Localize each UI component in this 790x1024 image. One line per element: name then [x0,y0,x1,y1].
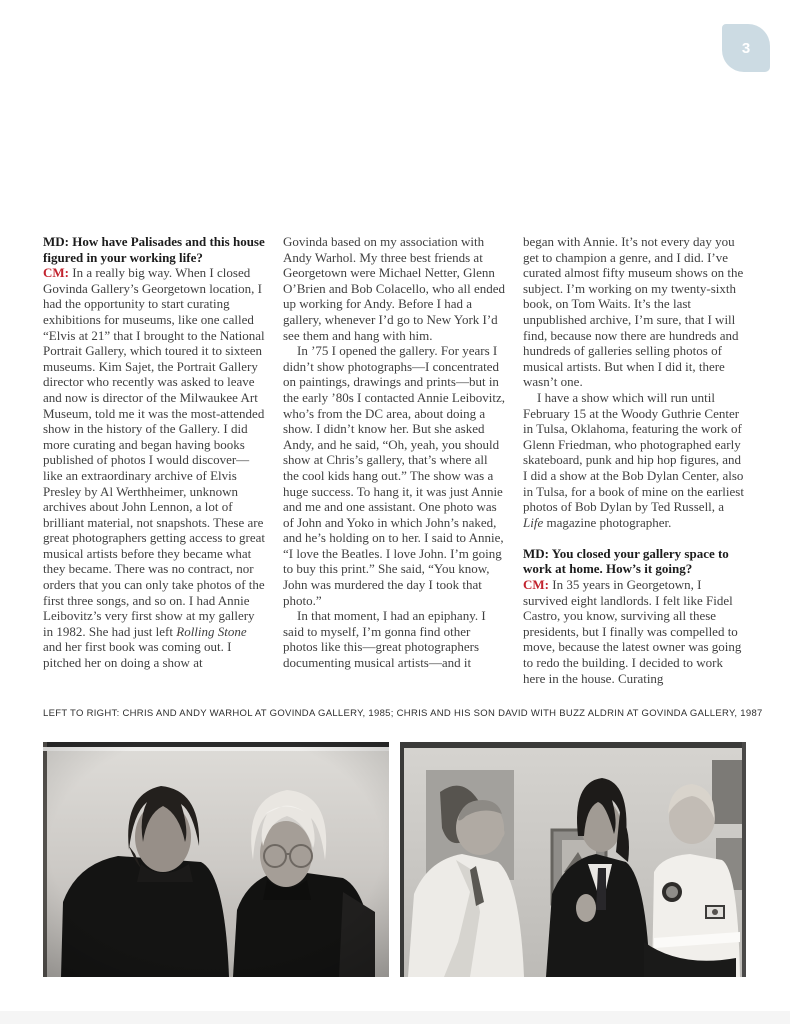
photo-buzz-aldrin-chris-david [400,742,746,977]
italic-publication-life: Life [523,514,544,530]
question-heading-2 [523,546,746,577]
body-paragraph: In that moment, I had an epiphany. I said to myself, I’m gonna find other photos like this—great photographers documenting musical artists—and it [283,608,486,671]
article-columns [43,234,746,696]
answer-text-cont: and her first book was coming out. I pitched her on doing a show at [43,639,232,671]
photo-row [43,742,746,977]
question-heading-1 [43,234,266,265]
footer-strip [0,1011,790,1024]
italic-publication-rolling-stone: Rolling Stone [176,623,247,639]
body-text: I have a show which will run until February 15 at the Woody Guthrie Center in Tulsa, Oklahoma, featuring the work of Glenn Friedman, who photographed early skateboard, punk and hip hop figures, and I did a show at the Bob Dylan Center, also in Tulsa, for a book of mine on the earliest photos of Bob Dylan by Ted Russell, a [523,389,744,515]
answer-paragraph-2 [523,577,746,686]
column-2 [283,234,506,696]
body-paragraph: In ’75 I opened the gallery. For years I didn’t show photographs—I concentrated on paintings, drawings and prints—but in the early ’80s I contacted Annie Leibovitz, who’s from the DC area, about doing a show. I didn’t know her. But she asked Andy, and he said, “Oh, yeah, you should show at Chris’s gallery, that’s where all the cool kids hang out.” The show was a huge success. To hang it, it was just Annie and me and one assistant. One photo was of John and Yoko in which John’s naked, and he’s holding on to her. I said to Annie, “I love the Beatles. I love John. I’m going to buy this print.” She said, “You know, John was murdered the day I took that photo.” [283,343,506,608]
photo-buzz-aldrin-illustration [400,742,746,977]
photo-chris-and-andy-warhol [43,742,389,977]
column-1 [43,234,266,696]
photo-caption: LEFT TO RIGHT: CHRIS AND ANDY WARHOL AT GOVINDA GALLERY, 1985; CHRIS AND HIS SON DAVID WITH BUZZ ALDRIN AT GOVINDA GALLERY, 1987 [43,708,763,719]
answer-paragraph-1 [43,265,266,670]
body-paragraph [523,390,746,530]
speaker-label-cm: CM: [43,265,69,281]
question-text: MD: You closed your gallery space to work at home. How’s it going? [523,545,729,577]
page-number: 3 [741,39,751,57]
answer-text: In 35 years in Georgetown, I survived eight landlords. I felt like Fidel Castro, you know, surviving all these presidents, but I finally was compelled to move, because the latest owner was going to redo the building. I decided to work here in the house. Curating [523,577,742,686]
photo-chris-warhol-illustration [43,742,389,977]
body-text-cont: magazine photographer. [543,514,672,530]
body-paragraph: began with Annie. It’s not every day you get to champion a genre, and I did. I’ve curated almost fifty museum shows on the subject. I’m working on my twenty-sixth book, on Tom Waits. It’s the last unpublished archive, I’m sure, that I will find, because now there are hundreds and hundreds of galleries selling photos of musical artists. But when I did it, there wasn’t one. [523,234,744,390]
speaker-label-cm: CM: [523,577,549,593]
body-paragraph: Govinda based on my association with Andy Warhol. My three best friends at Georgetown were Michael Netter, Glenn O’Brien and Bob Colacello, who all ended up working for Andy. Before I had a gallery, whenever I’d go to New York I’d see them and hang with him. [283,234,506,343]
column-3 [523,234,746,696]
question-text: MD: How have Palisades and this house figured in your working life? [43,234,265,265]
answer-text: In a really big way. When I closed Govinda Gallery’s Georgetown location, I had the opportunity to start curating exhibitions for museums, like one called “Elvis at 21” that I brought to the National Portrait Gallery, which toured it to sixteen museums. Kim Sajet, the Portrait Gallery director who recently was asked to leave and now is director of the Milwaukee Art Museum, told me it was the most-attended show in the history of the Gallery. I did more curating and began having books published of photos I would discover—like an extraordinary archive of Elvis Presley by Al Werthheimer, unknown archives about John Lennon, a lot of brilliant material, not snapshots. These are great photographers getting access to great musical artists before they became what they became. There was no contract, nor orders that you can only take photos of the first three songs, and so on. I had Annie Leibovitz’s very first show at my gallery in 1982. She had just left [43,265,265,639]
page-number-badge [722,24,770,72]
